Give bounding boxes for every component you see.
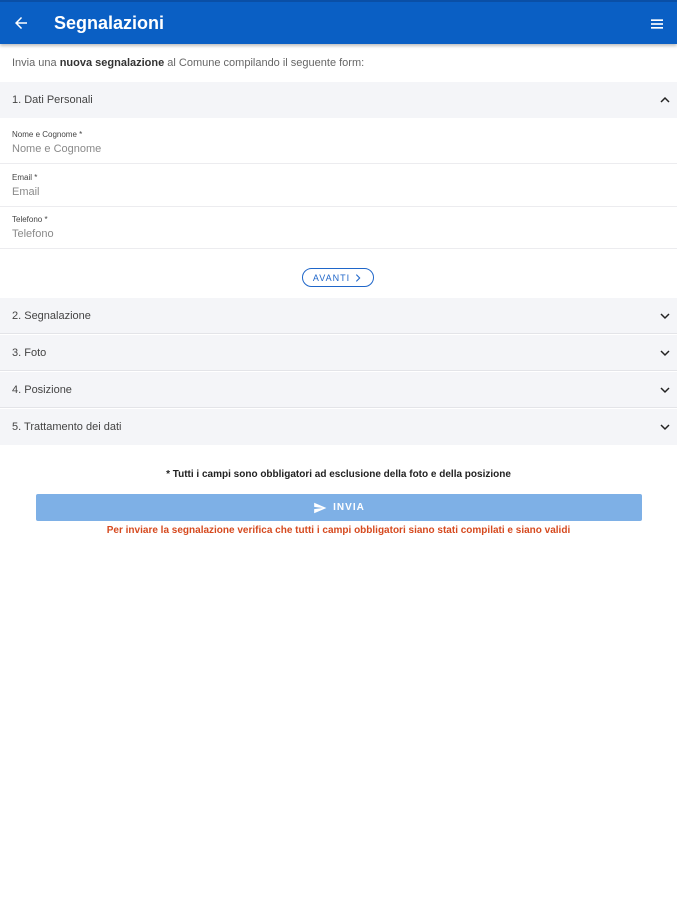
chevron-down-icon <box>657 382 673 398</box>
chevron-down-icon <box>657 345 673 361</box>
section-label: 4. Posizione <box>12 383 72 396</box>
intro-prefix: Invia una <box>12 57 60 69</box>
intro-text <box>12 57 364 69</box>
required-fields-note: * Tutti i campi sono obbligatori ad esclusione della foto e della posizione <box>166 469 511 480</box>
avanti-button[interactable] <box>302 268 374 287</box>
back-button[interactable] <box>8 10 34 36</box>
section-header-foto[interactable] <box>0 335 677 371</box>
email-field <box>0 167 677 207</box>
chevron-down-icon <box>657 419 673 435</box>
chevron-up-icon <box>657 92 673 108</box>
name-field-label: Nome e Cognome * <box>12 130 83 139</box>
section-label: 2. Segnalazione <box>12 309 91 322</box>
invia-label: INVIA <box>333 502 365 513</box>
app-bar <box>0 0 677 44</box>
chevron-right-icon <box>353 273 363 283</box>
section-label: 3. Foto <box>12 346 47 359</box>
chevron-down-icon <box>657 308 673 324</box>
section-header-dati-personali[interactable] <box>0 82 677 118</box>
hamburger-menu-icon <box>649 16 665 32</box>
validation-warning: Per inviare la segnalazione verifica che tutti i campi obbligatori siano stati compilati e siano validi <box>106 525 571 536</box>
email-field-label: Email * <box>12 173 38 182</box>
intro-suffix: al Comune compilando il seguente form: <box>164 57 365 69</box>
phone-field <box>0 209 677 249</box>
section-label: 1. Dati Personali <box>12 94 93 106</box>
name-field <box>0 124 677 164</box>
arrow-left-icon <box>12 14 30 32</box>
section-label: 5. Trattamento dei dati <box>12 421 122 433</box>
send-icon <box>313 501 327 515</box>
avanti-label: AVANTI <box>312 272 351 283</box>
invia-button[interactable] <box>36 494 642 521</box>
section-header-trattamento-dati[interactable] <box>0 409 677 445</box>
email-input[interactable] <box>10 184 664 200</box>
phone-field-label: Telefono * <box>12 215 48 224</box>
section-header-segnalazione[interactable] <box>0 298 677 334</box>
page-title: Segnalazioni <box>54 12 165 33</box>
phone-input[interactable] <box>10 226 664 242</box>
intro-bold: nuova segnalazione <box>59 57 165 69</box>
menu-button[interactable] <box>647 14 667 34</box>
name-input[interactable] <box>10 141 664 157</box>
section-header-posizione[interactable] <box>0 372 677 408</box>
